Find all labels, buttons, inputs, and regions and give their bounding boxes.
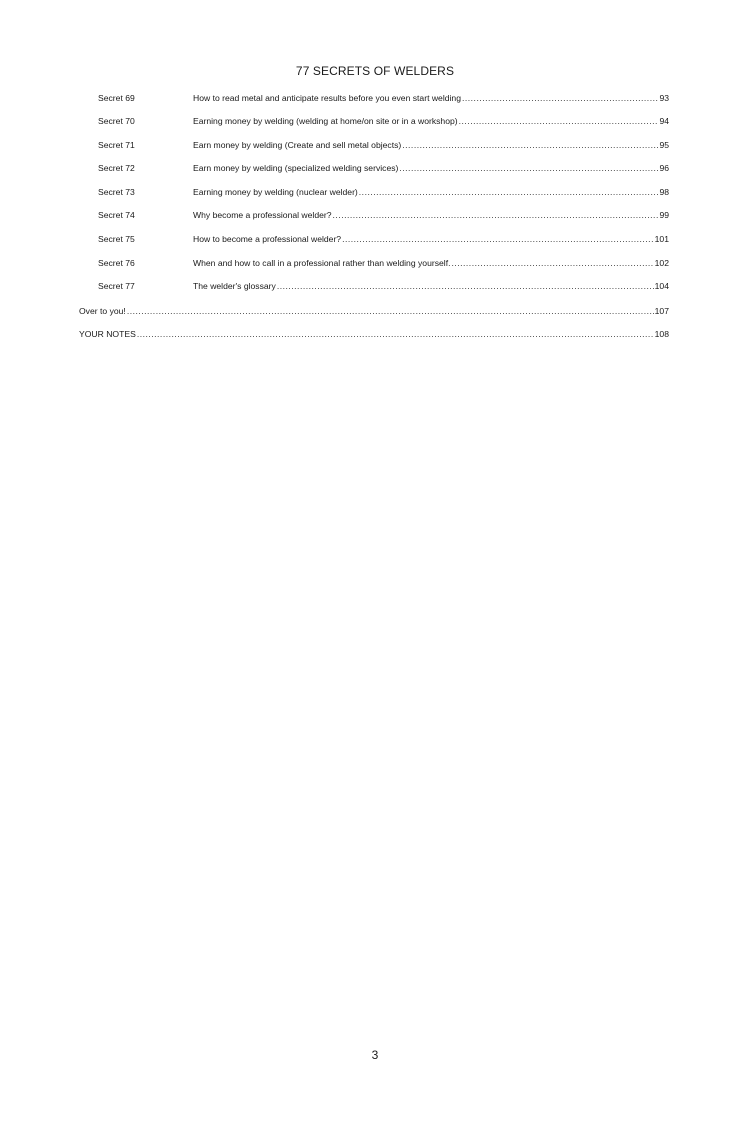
toc-entry-secret-69[interactable]	[98, 91, 669, 105]
toc-entry-number: Secret 75	[98, 234, 135, 244]
toc-entry-number: Secret 72	[98, 163, 135, 173]
toc-entry-title: The welder's glossary	[193, 281, 276, 291]
toc-entry-secret-70[interactable]	[98, 114, 669, 128]
toc-entry-title: How to become a professional welder?	[193, 234, 342, 244]
toc-dot-leader	[277, 279, 654, 293]
toc-entry-page: 102	[654, 258, 669, 268]
toc-dot-leader	[451, 256, 653, 270]
toc-entry-title: YOUR NOTES	[79, 329, 136, 339]
toc-entry-secret-74[interactable]	[98, 208, 669, 222]
toc-entry-page: 95	[659, 140, 669, 150]
toc-dot-leader	[462, 91, 658, 105]
toc-entry-your-notes[interactable]	[79, 327, 669, 341]
toc-entry-title: Earning money by welding (welding at home/on site or in a workshop)	[193, 116, 458, 126]
toc-dot-leader	[342, 232, 654, 246]
toc-entry-secret-73[interactable]	[98, 185, 669, 199]
toc-entry-secret-72[interactable]	[98, 161, 669, 175]
toc-entry-number: Secret 74	[98, 210, 135, 220]
toc-entry-secret-76[interactable]	[98, 256, 669, 270]
toc-dot-leader	[399, 161, 658, 175]
toc-dot-leader	[333, 208, 659, 222]
toc-entry-page: 108	[654, 329, 669, 339]
toc-dot-leader	[359, 185, 659, 199]
toc-entry-page: 99	[659, 210, 669, 220]
toc-entry-page: 93	[659, 93, 669, 103]
toc-entry-number: Secret 73	[98, 187, 135, 197]
document-header-title: 77 SECRETS OF WELDERS	[295, 64, 455, 78]
toc-entry-number: Secret 76	[98, 258, 135, 268]
toc-dot-leader	[402, 138, 658, 152]
page-number: 3	[371, 1048, 379, 1062]
toc-entry-page: 101	[654, 234, 669, 244]
toc-entry-page: 104	[654, 281, 669, 291]
toc-entry-number: Secret 71	[98, 140, 135, 150]
toc-entry-title: Earn money by welding (specialized welding services)	[193, 163, 399, 173]
toc-entry-page: 107	[654, 306, 669, 316]
toc-entry-number: Secret 77	[98, 281, 135, 291]
toc-entry-title: How to read metal and anticipate results before you even start welding	[193, 93, 461, 103]
toc-entry-secret-75[interactable]	[98, 232, 669, 246]
toc-entry-secret-71[interactable]	[98, 138, 669, 152]
toc-entry-over-to-you[interactable]	[79, 304, 669, 318]
toc-entry-page: 94	[659, 116, 669, 126]
toc-dot-leader	[127, 304, 654, 318]
toc-entry-title: Why become a professional welder?	[193, 210, 332, 220]
toc-dot-leader	[137, 327, 654, 341]
toc-entry-page: 98	[659, 187, 669, 197]
toc-entry-title: Earning money by welding (nuclear welder)	[193, 187, 358, 197]
toc-entry-title: Over to you!	[79, 306, 126, 316]
toc-entry-number: Secret 70	[98, 116, 135, 126]
toc-dot-leader	[459, 114, 659, 128]
toc-entry-title: Earn money by welding (Create and sell metal objects)	[193, 140, 402, 150]
toc-entry-secret-77[interactable]	[98, 279, 669, 293]
toc-entry-number: Secret 69	[98, 93, 135, 103]
toc-entry-title: When and how to call in a professional rather than welding yourself.	[193, 258, 451, 268]
toc-entry-page: 96	[659, 163, 669, 173]
